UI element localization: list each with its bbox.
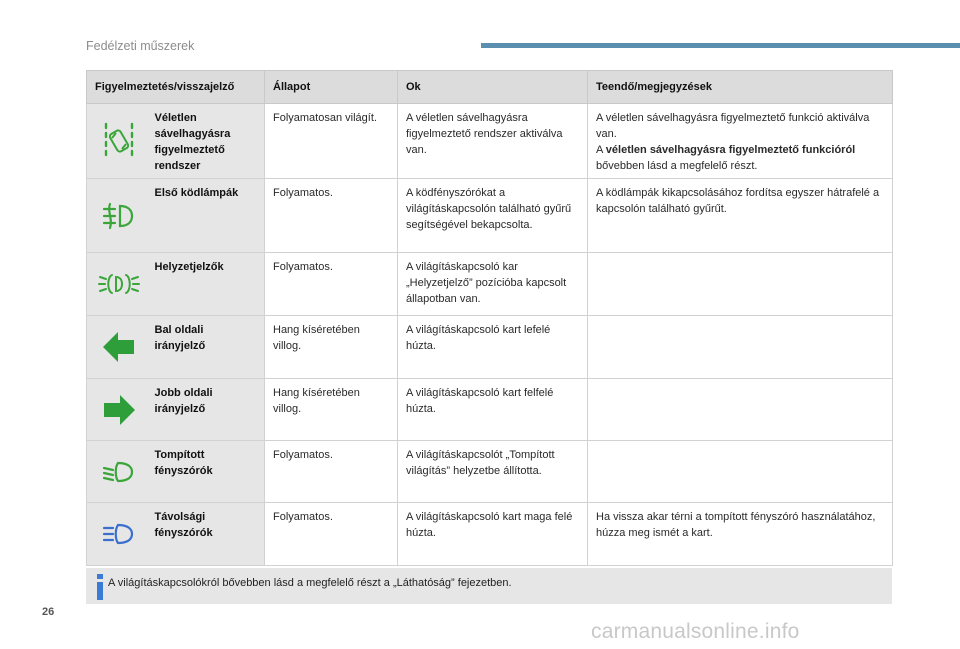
cause-cell: A világításkapcsoló kart lefelé húzta. (398, 316, 588, 379)
warning-lights-table (86, 70, 893, 566)
state-cell: Folyamatos. (265, 503, 398, 566)
state-cell: Hang kíséretében villog. (265, 379, 398, 441)
state-cell: Folyamatos. (265, 441, 398, 503)
table-row (87, 104, 893, 179)
section-header-bar (481, 43, 960, 48)
warning-light-name: Véletlen sávelhagyásra figyelmeztető rendszer (151, 104, 265, 179)
page-number: 26 (42, 606, 55, 618)
table-row (87, 503, 893, 566)
state-cell: Hang kíséretében villog. (265, 316, 398, 379)
column-header-action: Teendő/megjegyzések (588, 71, 893, 104)
dipped-beam-icon (87, 441, 151, 503)
action-cell (588, 379, 893, 441)
right-indicator-icon (87, 379, 151, 441)
cause-cell: A ködfényszórókat a világításkapcsolón található gyűrű segítségével bekapcsolta. (398, 179, 588, 253)
table-row (87, 253, 893, 316)
action-cell (588, 316, 893, 379)
cause-cell: A világításkapcsoló kar „Helyzetjelző” pozícióba kapcsolt állapotban van. (398, 253, 588, 316)
column-header-state: Állapot (265, 71, 398, 104)
state-cell: Folyamatos. (265, 253, 398, 316)
warning-light-name: Helyzetjelzők (151, 253, 265, 316)
action-text: A véletlen sávelhagyásra figyelmeztető funkció aktiválva van. (596, 112, 870, 140)
info-icon (94, 574, 108, 600)
left-indicator-icon (87, 316, 151, 379)
warning-light-name: Bal oldali irányjelző (151, 316, 265, 379)
warning-light-name: Jobb oldali irányjelző (151, 379, 265, 441)
table-row (87, 316, 893, 379)
cause-cell: A világításkapcsoló kart felfelé húzta. (398, 379, 588, 441)
action-text-prefix: A (596, 144, 606, 156)
info-note (86, 568, 892, 604)
table-row (87, 179, 893, 253)
side-lights-icon (87, 253, 151, 316)
table-row (87, 379, 893, 441)
action-cell (588, 441, 893, 503)
warning-light-name: Első ködlámpák (151, 179, 265, 253)
action-text-bold: véletlen sávelhagyásra figyelmeztető funkcióról (605, 144, 856, 156)
table-header-row (87, 71, 893, 104)
action-cell (588, 104, 893, 179)
watermark: carmanualsonline.info (591, 620, 800, 643)
section-title: Fedélzeti műszerek (86, 39, 195, 53)
action-text-suffix: bővebben lásd a megfelelő részt. (596, 160, 758, 172)
table-row (87, 441, 893, 503)
warning-light-name: Tompított fényszórók (151, 441, 265, 503)
state-cell: Folyamatosan világít. (265, 104, 398, 179)
info-note-text: A világításkapcsolókról bővebben lásd a megfelelő részt a „Láthatóság” fejezetben. (108, 577, 512, 589)
front-fog-light-icon (87, 179, 151, 253)
cause-cell: A világításkapcsolót „Tompított világítás” helyzetbe állította. (398, 441, 588, 503)
action-cell (588, 253, 893, 316)
warning-light-name: Távolsági fényszórók (151, 503, 265, 566)
state-cell: Folyamatos. (265, 179, 398, 253)
column-header-cause: Ok (398, 71, 588, 104)
column-header-warning-light: Figyelmeztetés/visszajelző (87, 71, 265, 104)
cause-cell: A világításkapcsoló kart maga felé húzta. (398, 503, 588, 566)
action-cell: A ködlámpák kikapcsolásához fordítsa egyszer hátrafelé a kapcsolón található gyűrűt. (588, 179, 893, 253)
lane-departure-icon (87, 104, 151, 179)
cause-cell: A véletlen sávelhagyásra figyelmeztető rendszer aktiválva van. (398, 104, 588, 179)
main-beam-icon (87, 503, 151, 566)
action-cell: Ha vissza akar térni a tompított fényszóró használatához, húzza meg ismét a kart. (588, 503, 893, 566)
